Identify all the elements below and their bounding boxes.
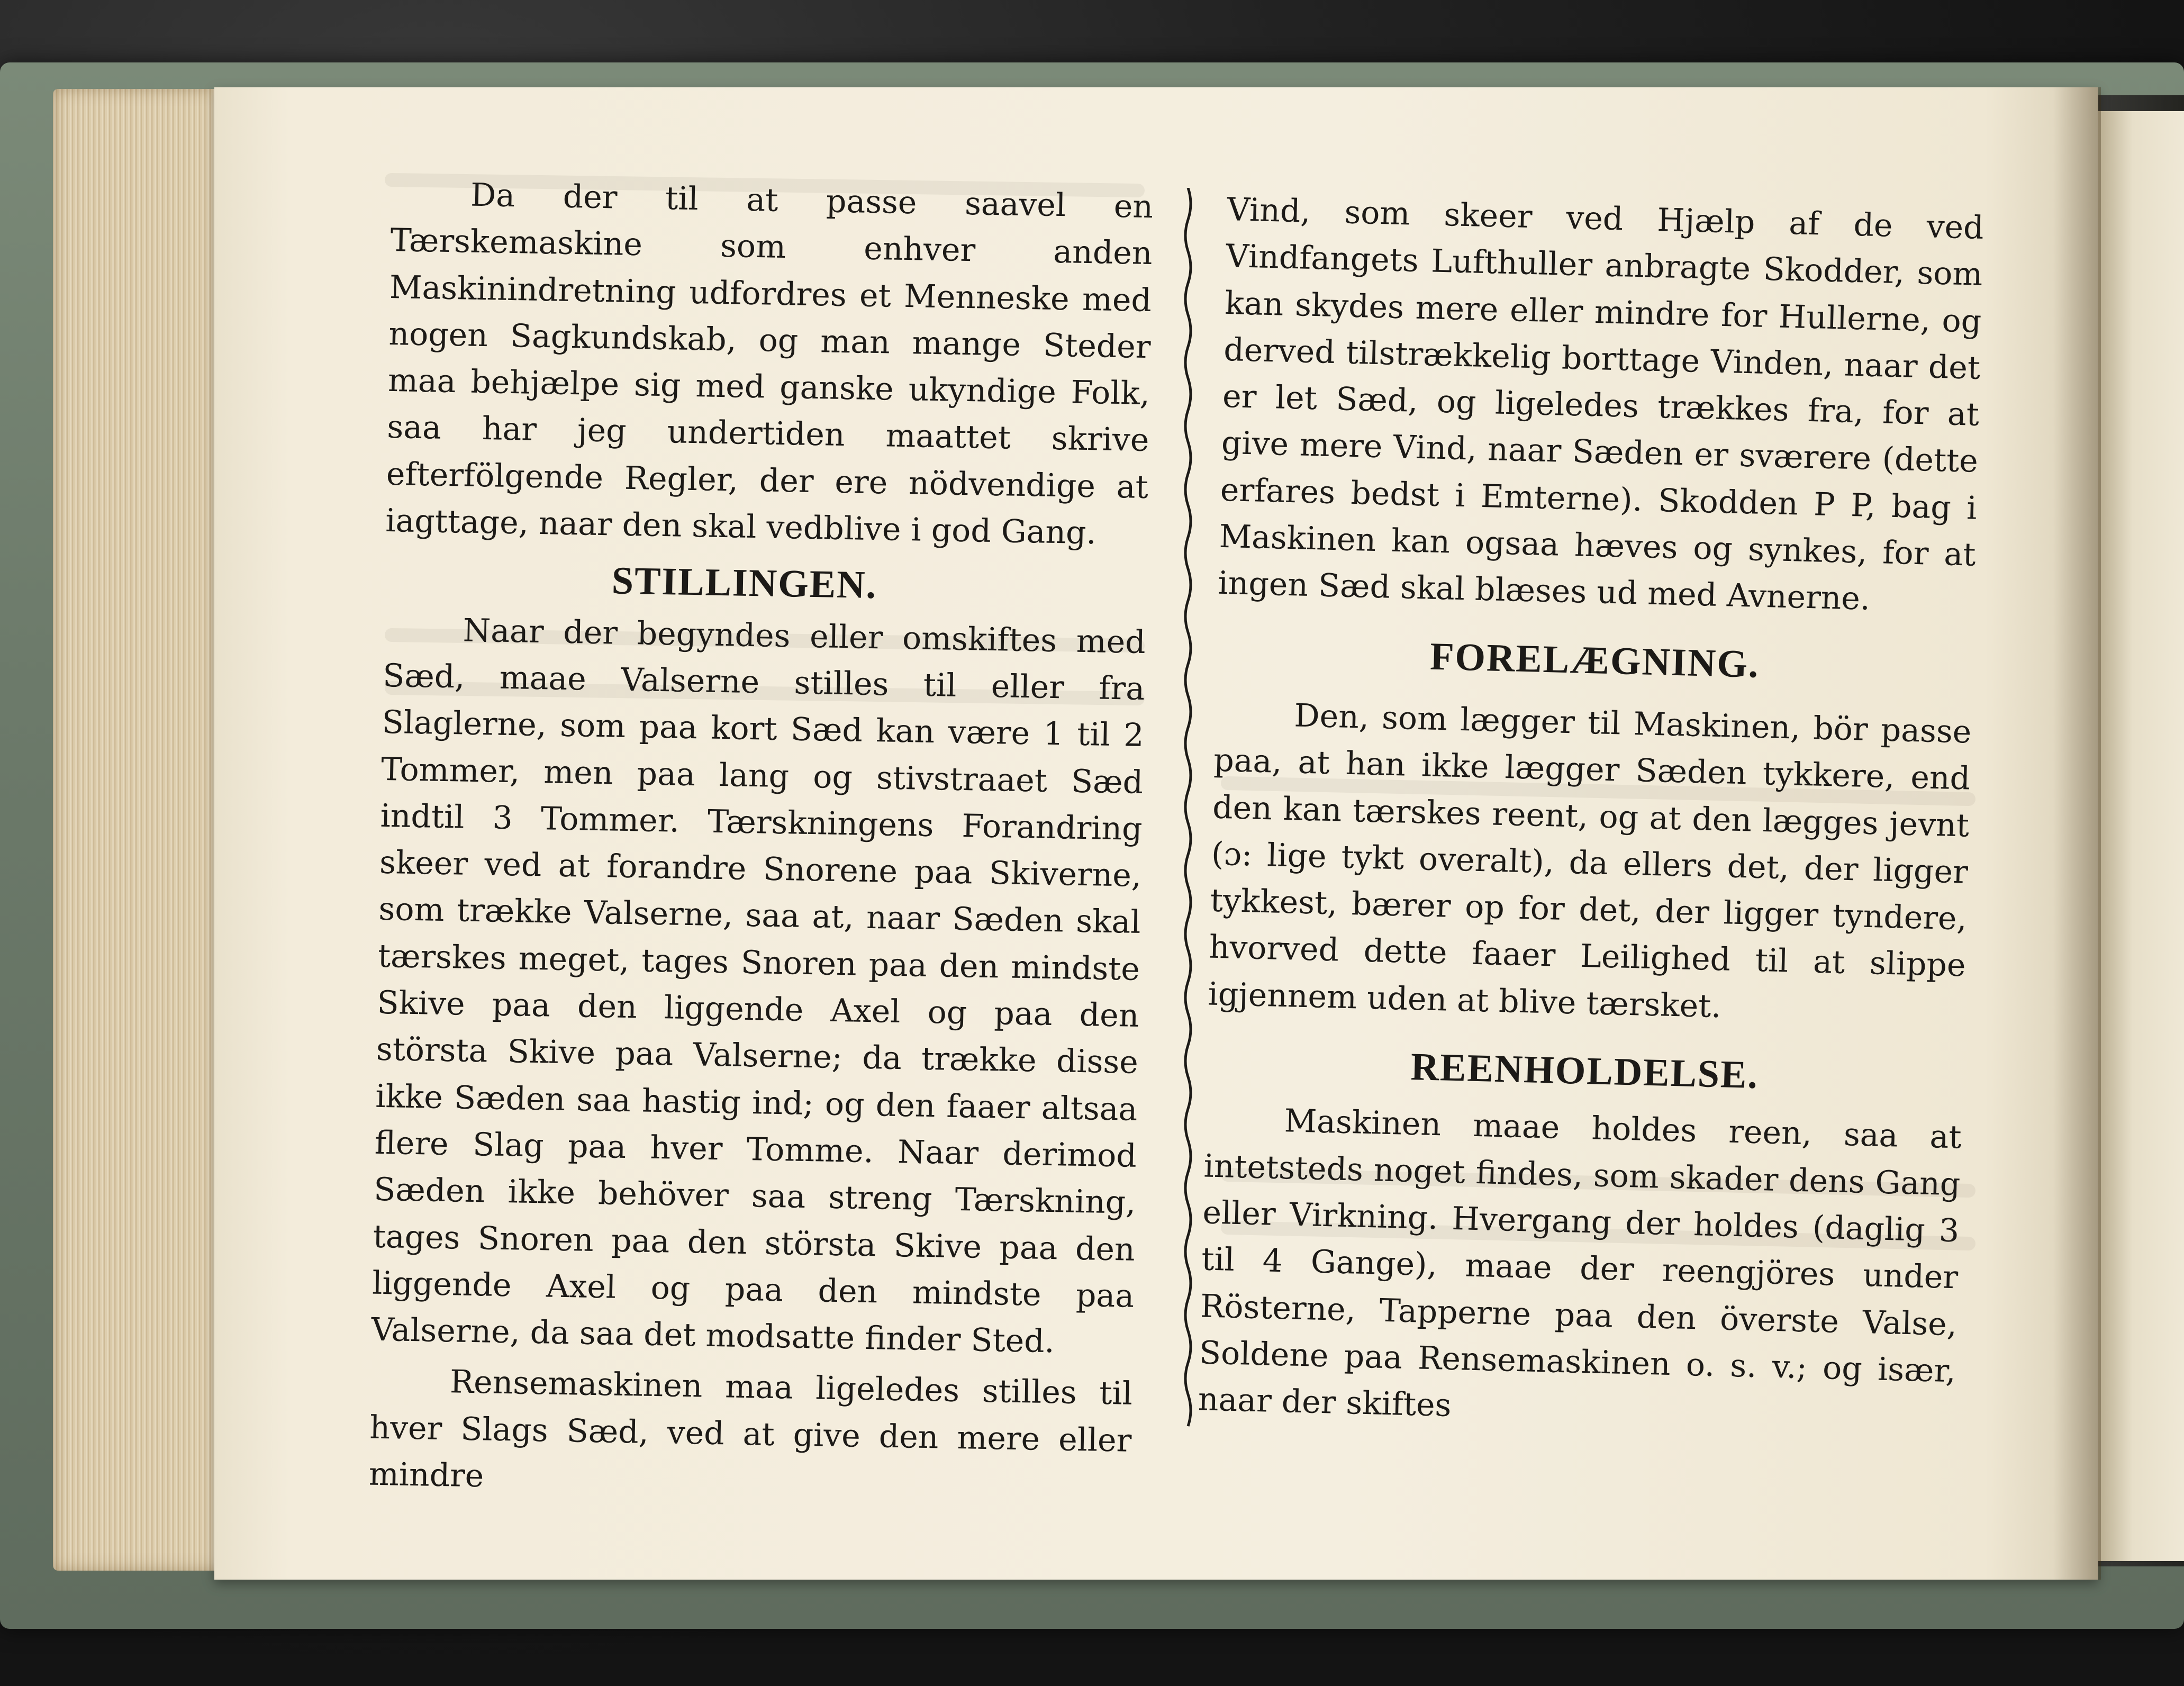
heading-forelaegning: FORELÆGNING. bbox=[1429, 634, 1760, 686]
paragraph-intro: Da der til at passe saavel en Tærskemaskine som enhver anden Maskinindretning udfordres et Menneske med nogen Sagkundskab, og man mange Steder maa behjælpe sig med ganske ukyndige Folk, saa har jeg undertiden maattet skrive efterfölgende Regler, der ere nödvendige at iagttage, naar den skal vedblive i god Gang. bbox=[385, 176, 1154, 552]
paragraph-rensemaskinen: Rensemaskinen maa ligeledes stilles til hver Slags Sæd, ved at give den mere eller mindre bbox=[368, 1363, 1133, 1495]
paragraph-forelaegning: Den, som lægger til Maskinen, bör passe paa, at han ikke lægger Sæden tykkere, end den kan tærskes reent, og at den lægges jevnt (ɔ: lige tykt overalt), da ellers det, der ligger tykkest, bærer op for det, der ligger tyndere, hvorved dette faaer Leilighed til at slippe igjennem uden at blive tærsket. bbox=[1207, 697, 1972, 1025]
heading-reenholdelse: REENHOLDELSE. bbox=[1410, 1045, 1759, 1098]
right-text-column bbox=[1198, 186, 1984, 1442]
left-text-column bbox=[368, 170, 1154, 1511]
facing-page-edge bbox=[2098, 111, 2184, 1561]
heading-stillingen: STILLINGEN. bbox=[611, 559, 877, 608]
paragraph-vind: Vind, som skeer ved Hjælp af de ved Vindfangets Lufthuller anbragte Skodder, som kan skydes mere eller mindre for Hullerne, og derved tilstrækkelig borttage Vinden, naar det er let Sæd, og ligeledes trækkes fra, for at give mere Vind, naar Sæden er sværere (dette erfares bedst i Emterne). Skodden P P, bag i Maskinen kan ogsaa hæves og synkes, for at ingen Sæd skal blæses ud med Avnerne. bbox=[1217, 191, 1984, 618]
gutter-shadow bbox=[2053, 87, 2101, 1580]
paragraph-reenholdelse: Maskinen maae holdes reen, saa at intetsteds noget findes, som skader dens Gang eller Virkning. Hvergang der holdes (daglig 3 til 4 Gange), maae der reengjöres under Rösterne, Tapperne paa den överste Valse, Soldene paa Rensemaskinen o. s. v.; og især, naar der skiftes bbox=[1198, 1102, 1962, 1425]
paragraph-stillingen: Naar der begyndes eller omskiftes med Sæd, maae Valserne stilles til eller fra Slaglerne, som paa kort Sæd kan være 1 til 2 Tommer, men paa lang og stivstraaet Sæd indtil 3 Tommer. Tærskningens Forandring skeer ved at forandre Snorene paa Skiverne, som trække Valserne, saa at, naar Sæden skal tærskes meget, tages Snoren paa den mindste Skive paa den liggende Axel og paa den största Skive paa Valserne; da trække disse ikke Sæden saa hastig ind; og den faaer altsaa flere Slag paa hver Tomme. Naar derimod Sæden ikke behöver saa streng Tærskning, tages Snoren paa den största Skive paa den liggende Axel og paa den mindste paa Valserne, da saa det modsatte finder Sted. bbox=[371, 612, 1146, 1361]
column-divider-rule bbox=[1177, 188, 1199, 1442]
page-edges bbox=[53, 89, 228, 1571]
